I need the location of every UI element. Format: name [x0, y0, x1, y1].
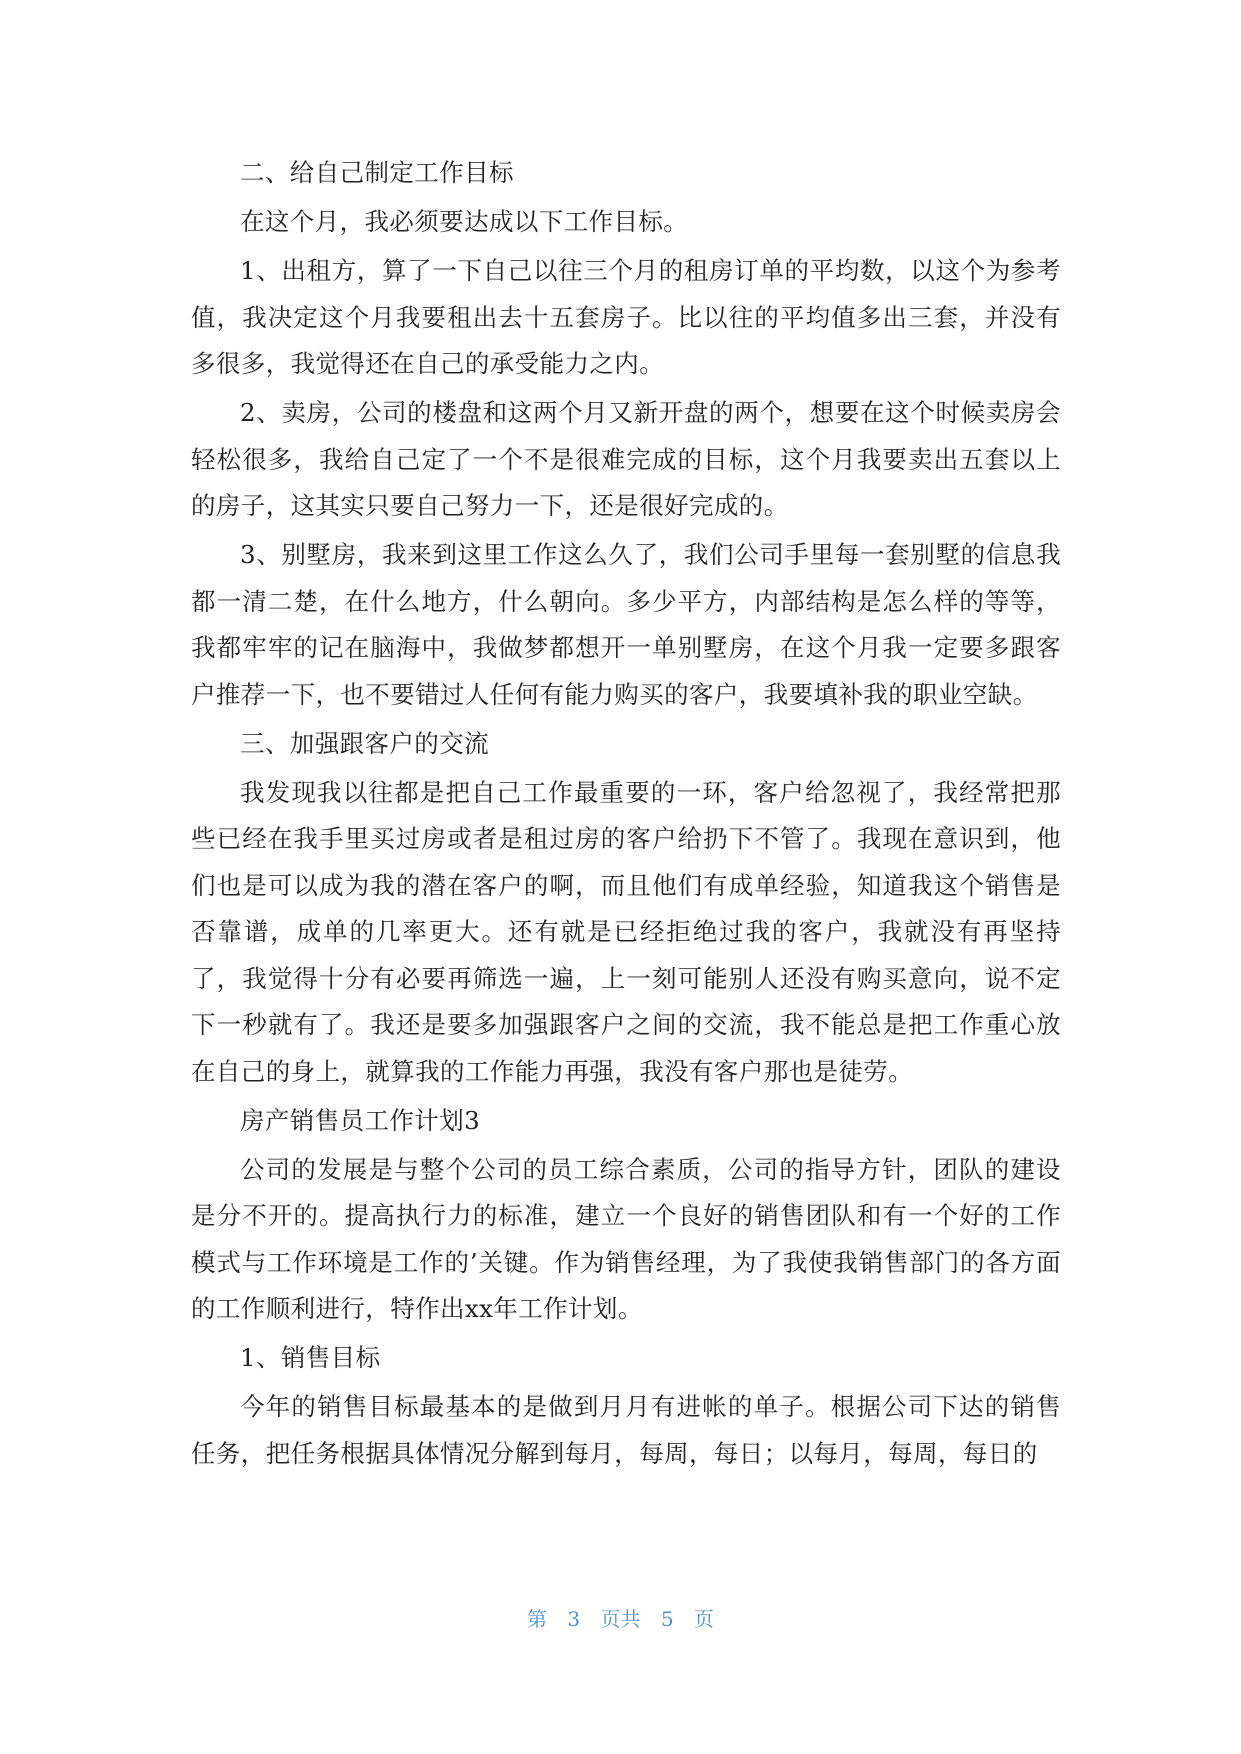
paragraph-communication: 我发现我以往都是把自己工作最重要的一环，客户给忽视了，我经常把那些已经在我手里买过房或者是租过房的客户给扔下不管了。我现在意识到，他们也是可以成为我的潜在客户的啊，而且他们有成单经验，知道我这个销售是否靠谱，成单的几率更大。还有就是已经拒绝过我的客户，我就没有再坚持了，我觉得十分有必要再筛选一遍，上一刻可能别人还没有购买意向，说不定下一秒就有了。我还是要多加强跟客户之间的交流，我不能总是把工作重心放在自己的身上，就算我的工作能力再强，我没有客户那也是徒劳。 — [191, 777, 1061, 1086]
footer-label-of: 页共 — [600, 1607, 641, 1631]
paragraph-sales-target: 今年的销售目标最基本的是做到月月有进帐的单子。根据公司下达的销售任务，把任务根据具体情况分解到每月，每周，每日；以每月，每周，每日的 — [191, 1392, 1061, 1468]
footer-label-end: 页 — [693, 1607, 714, 1631]
footer-current-page: 3 — [567, 1607, 581, 1631]
section-heading-communication: 三、加强跟客户的交流 — [240, 728, 489, 758]
paragraph-plan-intro: 公司的发展是与整个公司的员工综合素质，公司的指导方针，团队的建设是分不开的。提高执行力的标准，建立一个良好的销售团队和有一个好的工作模式与工作环境是工作的’关键。作为销售经理，为了我使我销售部门的各方面的工作顺利进行，特作出xx年工作计划。 — [191, 1154, 1061, 1323]
paragraph-goal-villa: 3、别墅房，我来到这里工作这么久了，我们公司手里每一套别墅的信息我都一清二楚，在什么地方，什么朝向。多少平方，内部结构是怎么样的等等，我都牢牢的记在脑海中，我做梦都想开一单别墅房，在这个月我一定要多跟客户推荐一下，也不要错过人任何有能力购买的客户，我要填补我的职业空缺。 — [191, 540, 1061, 709]
footer-total-pages: 5 — [660, 1607, 674, 1631]
paragraph-goal-sales: 2、卖房，公司的楼盘和这两个月又新开盘的两个，想要在这个时候卖房会轻松很多，我给自己定了一个不是很难完成的目标，这个月我要卖出五套以上的房子，这其实只要自己努力一下，还是很好完成的。 — [191, 398, 1061, 520]
footer-label-page: 第 — [527, 1607, 548, 1631]
paragraph-intro-goals: 在这个月，我必须要达成以下工作目标。 — [240, 207, 689, 236]
section-heading-plan-3: 房产销售员工作计划3 — [240, 1105, 481, 1135]
page-footer — [0, 1605, 1241, 1633]
section-heading-sales-target: 1、销售目标 — [240, 1343, 381, 1372]
document-body — [191, 150, 1061, 1480]
paragraph-goal-rental: 1、出租方，算了一下自己以往三个月的租房订单的平均数，以这个为参考值，我决定这个月我要租出去十五套房子。比以往的平均值多出三套，并没有多很多，我觉得还在自己的承受能力之内。 — [191, 256, 1061, 378]
section-heading-goals: 二、给自己制定工作目标 — [240, 158, 514, 187]
